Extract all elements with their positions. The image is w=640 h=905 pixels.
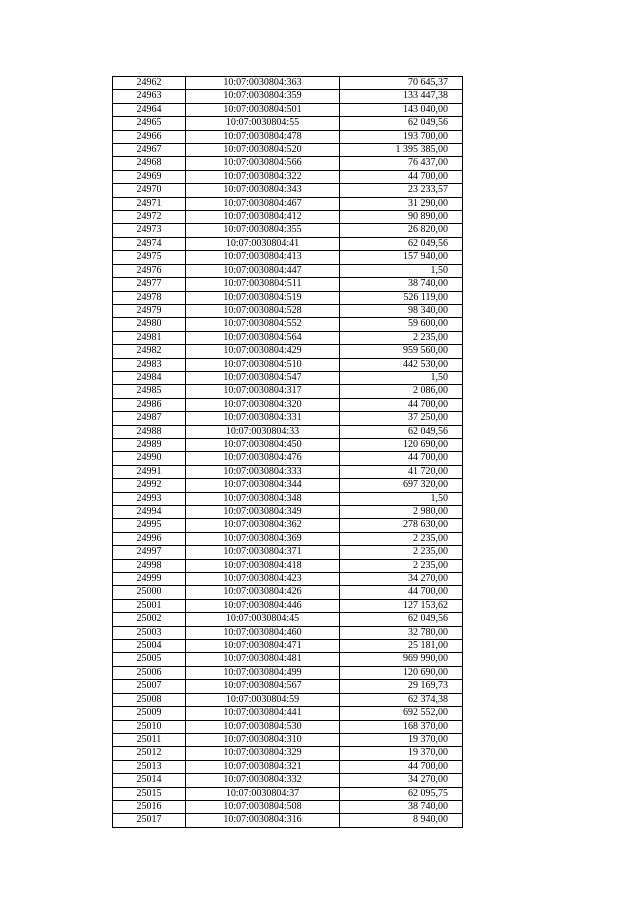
amount-cell: 2 235,00 bbox=[340, 546, 463, 559]
table-row bbox=[113, 103, 463, 116]
cadastral-number-cell: 10:07:0030804:476 bbox=[186, 452, 340, 465]
amount-cell: 98 340,00 bbox=[340, 304, 463, 317]
cadastral-number-cell: 10:07:0030804:333 bbox=[186, 465, 340, 478]
cadastral-number-cell: 10:07:0030804:510 bbox=[186, 358, 340, 371]
row-number-cell: 24992 bbox=[113, 479, 186, 492]
amount-cell: 31 290,00 bbox=[340, 197, 463, 210]
row-number-cell: 24987 bbox=[113, 412, 186, 425]
table-row bbox=[113, 211, 463, 224]
table-row bbox=[113, 452, 463, 465]
row-number-cell: 24983 bbox=[113, 358, 186, 371]
amount-cell: 442 530,00 bbox=[340, 358, 463, 371]
cadastral-number-cell: 10:07:0030804:499 bbox=[186, 666, 340, 679]
table-row bbox=[113, 398, 463, 411]
cadastral-number-cell: 10:07:0030804:322 bbox=[186, 170, 340, 183]
table-row bbox=[113, 599, 463, 612]
amount-cell: 62 049,56 bbox=[340, 425, 463, 438]
amount-cell: 62 049,56 bbox=[340, 237, 463, 250]
row-number-cell: 24968 bbox=[113, 157, 186, 170]
amount-cell: 29 169,73 bbox=[340, 680, 463, 693]
row-number-cell: 25006 bbox=[113, 666, 186, 679]
table-row bbox=[113, 707, 463, 720]
cadastral-number-cell: 10:07:0030804:355 bbox=[186, 224, 340, 237]
amount-cell: 44 700,00 bbox=[340, 170, 463, 183]
table-row bbox=[113, 720, 463, 733]
row-number-cell: 24980 bbox=[113, 318, 186, 331]
amount-cell: 697 320,00 bbox=[340, 479, 463, 492]
cadastral-number-cell: 10:07:0030804:501 bbox=[186, 103, 340, 116]
table-row bbox=[113, 358, 463, 371]
ledger-table bbox=[112, 76, 463, 828]
row-number-cell: 24971 bbox=[113, 197, 186, 210]
amount-cell: 19 370,00 bbox=[340, 747, 463, 760]
row-number-cell: 24977 bbox=[113, 278, 186, 291]
amount-cell: 2 980,00 bbox=[340, 506, 463, 519]
amount-cell: 143 040,00 bbox=[340, 103, 463, 116]
table-row bbox=[113, 814, 463, 827]
cadastral-number-cell: 10:07:0030804:320 bbox=[186, 398, 340, 411]
row-number-cell: 24967 bbox=[113, 144, 186, 157]
ledger-table-body bbox=[113, 77, 463, 828]
table-row bbox=[113, 492, 463, 505]
amount-cell: 34 270,00 bbox=[340, 774, 463, 787]
cadastral-number-cell: 10:07:0030804:369 bbox=[186, 532, 340, 545]
row-number-cell: 24970 bbox=[113, 184, 186, 197]
table-row bbox=[113, 519, 463, 532]
table-row bbox=[113, 144, 463, 157]
row-number-cell: 24999 bbox=[113, 573, 186, 586]
cadastral-number-cell: 10:07:0030804:460 bbox=[186, 626, 340, 639]
cadastral-number-cell: 10:07:0030804:519 bbox=[186, 291, 340, 304]
amount-cell: 2 235,00 bbox=[340, 559, 463, 572]
amount-cell: 41 720,00 bbox=[340, 465, 463, 478]
table-row bbox=[113, 291, 463, 304]
cadastral-number-cell: 10:07:0030804:467 bbox=[186, 197, 340, 210]
table-row bbox=[113, 559, 463, 572]
amount-cell: 120 690,00 bbox=[340, 438, 463, 451]
cadastral-number-cell: 10:07:0030804:37 bbox=[186, 787, 340, 800]
amount-cell: 133 447,38 bbox=[340, 90, 463, 103]
cadastral-number-cell: 10:07:0030804:363 bbox=[186, 77, 340, 90]
cadastral-number-cell: 10:07:0030804:33 bbox=[186, 425, 340, 438]
table-row bbox=[113, 157, 463, 170]
amount-cell: 526 119,00 bbox=[340, 291, 463, 304]
amount-cell: 127 153,62 bbox=[340, 599, 463, 612]
row-number-cell: 24964 bbox=[113, 103, 186, 116]
amount-cell: 959 560,00 bbox=[340, 345, 463, 358]
row-number-cell: 24976 bbox=[113, 264, 186, 277]
amount-cell: 44 700,00 bbox=[340, 760, 463, 773]
cadastral-number-cell: 10:07:0030804:547 bbox=[186, 371, 340, 384]
table-row bbox=[113, 680, 463, 693]
row-number-cell: 25008 bbox=[113, 693, 186, 706]
cadastral-number-cell: 10:07:0030804:441 bbox=[186, 707, 340, 720]
amount-cell: 26 820,00 bbox=[340, 224, 463, 237]
amount-cell: 44 700,00 bbox=[340, 398, 463, 411]
row-number-cell: 24988 bbox=[113, 425, 186, 438]
table-row bbox=[113, 465, 463, 478]
cadastral-number-cell: 10:07:0030804:446 bbox=[186, 599, 340, 612]
amount-cell: 59 600,00 bbox=[340, 318, 463, 331]
amount-cell: 38 740,00 bbox=[340, 278, 463, 291]
row-number-cell: 24984 bbox=[113, 371, 186, 384]
table-row bbox=[113, 573, 463, 586]
cadastral-number-cell: 10:07:0030804:478 bbox=[186, 130, 340, 143]
cadastral-number-cell: 10:07:0030804:552 bbox=[186, 318, 340, 331]
table-row bbox=[113, 774, 463, 787]
amount-cell: 23 233,57 bbox=[340, 184, 463, 197]
cadastral-number-cell: 10:07:0030804:343 bbox=[186, 184, 340, 197]
row-number-cell: 24965 bbox=[113, 117, 186, 130]
cadastral-number-cell: 10:07:0030804:429 bbox=[186, 345, 340, 358]
cadastral-number-cell: 10:07:0030804:564 bbox=[186, 331, 340, 344]
cadastral-number-cell: 10:07:0030804:310 bbox=[186, 733, 340, 746]
table-row bbox=[113, 546, 463, 559]
row-number-cell: 25001 bbox=[113, 599, 186, 612]
table-row bbox=[113, 760, 463, 773]
cadastral-number-cell: 10:07:0030804:508 bbox=[186, 800, 340, 813]
cadastral-number-cell: 10:07:0030804:329 bbox=[186, 747, 340, 760]
cadastral-number-cell: 10:07:0030804:55 bbox=[186, 117, 340, 130]
cadastral-number-cell: 10:07:0030804:344 bbox=[186, 479, 340, 492]
amount-cell: 8 940,00 bbox=[340, 814, 463, 827]
table-row bbox=[113, 506, 463, 519]
row-number-cell: 25014 bbox=[113, 774, 186, 787]
table-row bbox=[113, 385, 463, 398]
row-number-cell: 24991 bbox=[113, 465, 186, 478]
table-row bbox=[113, 264, 463, 277]
row-number-cell: 24996 bbox=[113, 532, 186, 545]
table-row bbox=[113, 197, 463, 210]
amount-cell: 38 740,00 bbox=[340, 800, 463, 813]
table-row bbox=[113, 237, 463, 250]
amount-cell: 44 700,00 bbox=[340, 452, 463, 465]
row-number-cell: 24972 bbox=[113, 211, 186, 224]
row-number-cell: 25010 bbox=[113, 720, 186, 733]
table-row bbox=[113, 130, 463, 143]
cadastral-number-cell: 10:07:0030804:45 bbox=[186, 613, 340, 626]
cadastral-number-cell: 10:07:0030804:511 bbox=[186, 278, 340, 291]
cadastral-number-cell: 10:07:0030804:471 bbox=[186, 640, 340, 653]
row-number-cell: 24979 bbox=[113, 304, 186, 317]
cadastral-number-cell: 10:07:0030804:348 bbox=[186, 492, 340, 505]
table-row bbox=[113, 412, 463, 425]
table-row bbox=[113, 438, 463, 451]
row-number-cell: 25005 bbox=[113, 653, 186, 666]
cadastral-number-cell: 10:07:0030804:530 bbox=[186, 720, 340, 733]
amount-cell: 1,50 bbox=[340, 371, 463, 384]
table-row bbox=[113, 304, 463, 317]
cadastral-number-cell: 10:07:0030804:332 bbox=[186, 774, 340, 787]
table-row bbox=[113, 653, 463, 666]
table-row bbox=[113, 371, 463, 384]
row-number-cell: 24995 bbox=[113, 519, 186, 532]
table-row bbox=[113, 278, 463, 291]
amount-cell: 1,50 bbox=[340, 264, 463, 277]
amount-cell: 1 395 385,00 bbox=[340, 144, 463, 157]
table-row bbox=[113, 693, 463, 706]
row-number-cell: 24986 bbox=[113, 398, 186, 411]
amount-cell: 120 690,00 bbox=[340, 666, 463, 679]
cadastral-number-cell: 10:07:0030804:447 bbox=[186, 264, 340, 277]
cadastral-number-cell: 10:07:0030804:528 bbox=[186, 304, 340, 317]
amount-cell: 25 181,00 bbox=[340, 640, 463, 653]
cadastral-number-cell: 10:07:0030804:317 bbox=[186, 385, 340, 398]
table-row bbox=[113, 640, 463, 653]
table-row bbox=[113, 425, 463, 438]
cadastral-number-cell: 10:07:0030804:418 bbox=[186, 559, 340, 572]
row-number-cell: 24982 bbox=[113, 345, 186, 358]
table-row bbox=[113, 626, 463, 639]
table-row bbox=[113, 532, 463, 545]
amount-cell: 19 370,00 bbox=[340, 733, 463, 746]
amount-cell: 62 049,56 bbox=[340, 613, 463, 626]
row-number-cell: 25003 bbox=[113, 626, 186, 639]
table-row bbox=[113, 184, 463, 197]
table-row bbox=[113, 117, 463, 130]
table-row bbox=[113, 224, 463, 237]
row-number-cell: 24963 bbox=[113, 90, 186, 103]
amount-cell: 90 890,00 bbox=[340, 211, 463, 224]
amount-cell: 62 049,56 bbox=[340, 117, 463, 130]
row-number-cell: 25007 bbox=[113, 680, 186, 693]
amount-cell: 157 940,00 bbox=[340, 251, 463, 264]
amount-cell: 76 437,00 bbox=[340, 157, 463, 170]
cadastral-number-cell: 10:07:0030804:359 bbox=[186, 90, 340, 103]
row-number-cell: 25013 bbox=[113, 760, 186, 773]
row-number-cell: 25009 bbox=[113, 707, 186, 720]
amount-cell: 969 990,00 bbox=[340, 653, 463, 666]
row-number-cell: 24989 bbox=[113, 438, 186, 451]
row-number-cell: 24966 bbox=[113, 130, 186, 143]
table-row bbox=[113, 90, 463, 103]
row-number-cell: 24994 bbox=[113, 506, 186, 519]
row-number-cell: 24975 bbox=[113, 251, 186, 264]
cadastral-number-cell: 10:07:0030804:413 bbox=[186, 251, 340, 264]
cadastral-number-cell: 10:07:0030804:41 bbox=[186, 237, 340, 250]
row-number-cell: 25002 bbox=[113, 613, 186, 626]
amount-cell: 62 095,75 bbox=[340, 787, 463, 800]
table-row bbox=[113, 345, 463, 358]
row-number-cell: 24997 bbox=[113, 546, 186, 559]
table-row bbox=[113, 733, 463, 746]
cadastral-number-cell: 10:07:0030804:59 bbox=[186, 693, 340, 706]
amount-cell: 193 700,00 bbox=[340, 130, 463, 143]
row-number-cell: 25012 bbox=[113, 747, 186, 760]
table-row bbox=[113, 666, 463, 679]
table-row bbox=[113, 331, 463, 344]
amount-cell: 692 552,00 bbox=[340, 707, 463, 720]
amount-cell: 62 374,38 bbox=[340, 693, 463, 706]
cadastral-number-cell: 10:07:0030804:481 bbox=[186, 653, 340, 666]
amount-cell: 1,50 bbox=[340, 492, 463, 505]
table-row bbox=[113, 318, 463, 331]
amount-cell: 70 645,37 bbox=[340, 77, 463, 90]
row-number-cell: 24998 bbox=[113, 559, 186, 572]
table-row bbox=[113, 251, 463, 264]
cadastral-number-cell: 10:07:0030804:371 bbox=[186, 546, 340, 559]
table-row bbox=[113, 800, 463, 813]
amount-cell: 278 630,00 bbox=[340, 519, 463, 532]
row-number-cell: 24993 bbox=[113, 492, 186, 505]
cadastral-number-cell: 10:07:0030804:316 bbox=[186, 814, 340, 827]
cadastral-number-cell: 10:07:0030804:520 bbox=[186, 144, 340, 157]
table-row bbox=[113, 77, 463, 90]
amount-cell: 37 250,00 bbox=[340, 412, 463, 425]
cadastral-number-cell: 10:07:0030804:362 bbox=[186, 519, 340, 532]
amount-cell: 2 235,00 bbox=[340, 331, 463, 344]
cadastral-number-cell: 10:07:0030804:331 bbox=[186, 412, 340, 425]
cadastral-number-cell: 10:07:0030804:423 bbox=[186, 573, 340, 586]
row-number-cell: 24990 bbox=[113, 452, 186, 465]
amount-cell: 32 780,00 bbox=[340, 626, 463, 639]
cadastral-number-cell: 10:07:0030804:321 bbox=[186, 760, 340, 773]
table-row bbox=[113, 586, 463, 599]
row-number-cell: 24973 bbox=[113, 224, 186, 237]
amount-cell: 34 270,00 bbox=[340, 573, 463, 586]
row-number-cell: 24978 bbox=[113, 291, 186, 304]
row-number-cell: 25016 bbox=[113, 800, 186, 813]
cadastral-number-cell: 10:07:0030804:567 bbox=[186, 680, 340, 693]
row-number-cell: 24985 bbox=[113, 385, 186, 398]
amount-cell: 44 700,00 bbox=[340, 586, 463, 599]
table-row bbox=[113, 613, 463, 626]
table-row bbox=[113, 170, 463, 183]
cadastral-number-cell: 10:07:0030804:566 bbox=[186, 157, 340, 170]
row-number-cell: 24974 bbox=[113, 237, 186, 250]
row-number-cell: 25017 bbox=[113, 814, 186, 827]
row-number-cell: 25004 bbox=[113, 640, 186, 653]
row-number-cell: 25000 bbox=[113, 586, 186, 599]
amount-cell: 2 235,00 bbox=[340, 532, 463, 545]
amount-cell: 2 086,00 bbox=[340, 385, 463, 398]
row-number-cell: 25011 bbox=[113, 733, 186, 746]
table-row bbox=[113, 747, 463, 760]
cadastral-number-cell: 10:07:0030804:412 bbox=[186, 211, 340, 224]
cadastral-number-cell: 10:07:0030804:349 bbox=[186, 506, 340, 519]
cadastral-number-cell: 10:07:0030804:426 bbox=[186, 586, 340, 599]
row-number-cell: 24969 bbox=[113, 170, 186, 183]
row-number-cell: 25015 bbox=[113, 787, 186, 800]
row-number-cell: 24981 bbox=[113, 331, 186, 344]
table-row bbox=[113, 479, 463, 492]
amount-cell: 168 370,00 bbox=[340, 720, 463, 733]
table-row bbox=[113, 787, 463, 800]
row-number-cell: 24962 bbox=[113, 77, 186, 90]
cadastral-number-cell: 10:07:0030804:450 bbox=[186, 438, 340, 451]
